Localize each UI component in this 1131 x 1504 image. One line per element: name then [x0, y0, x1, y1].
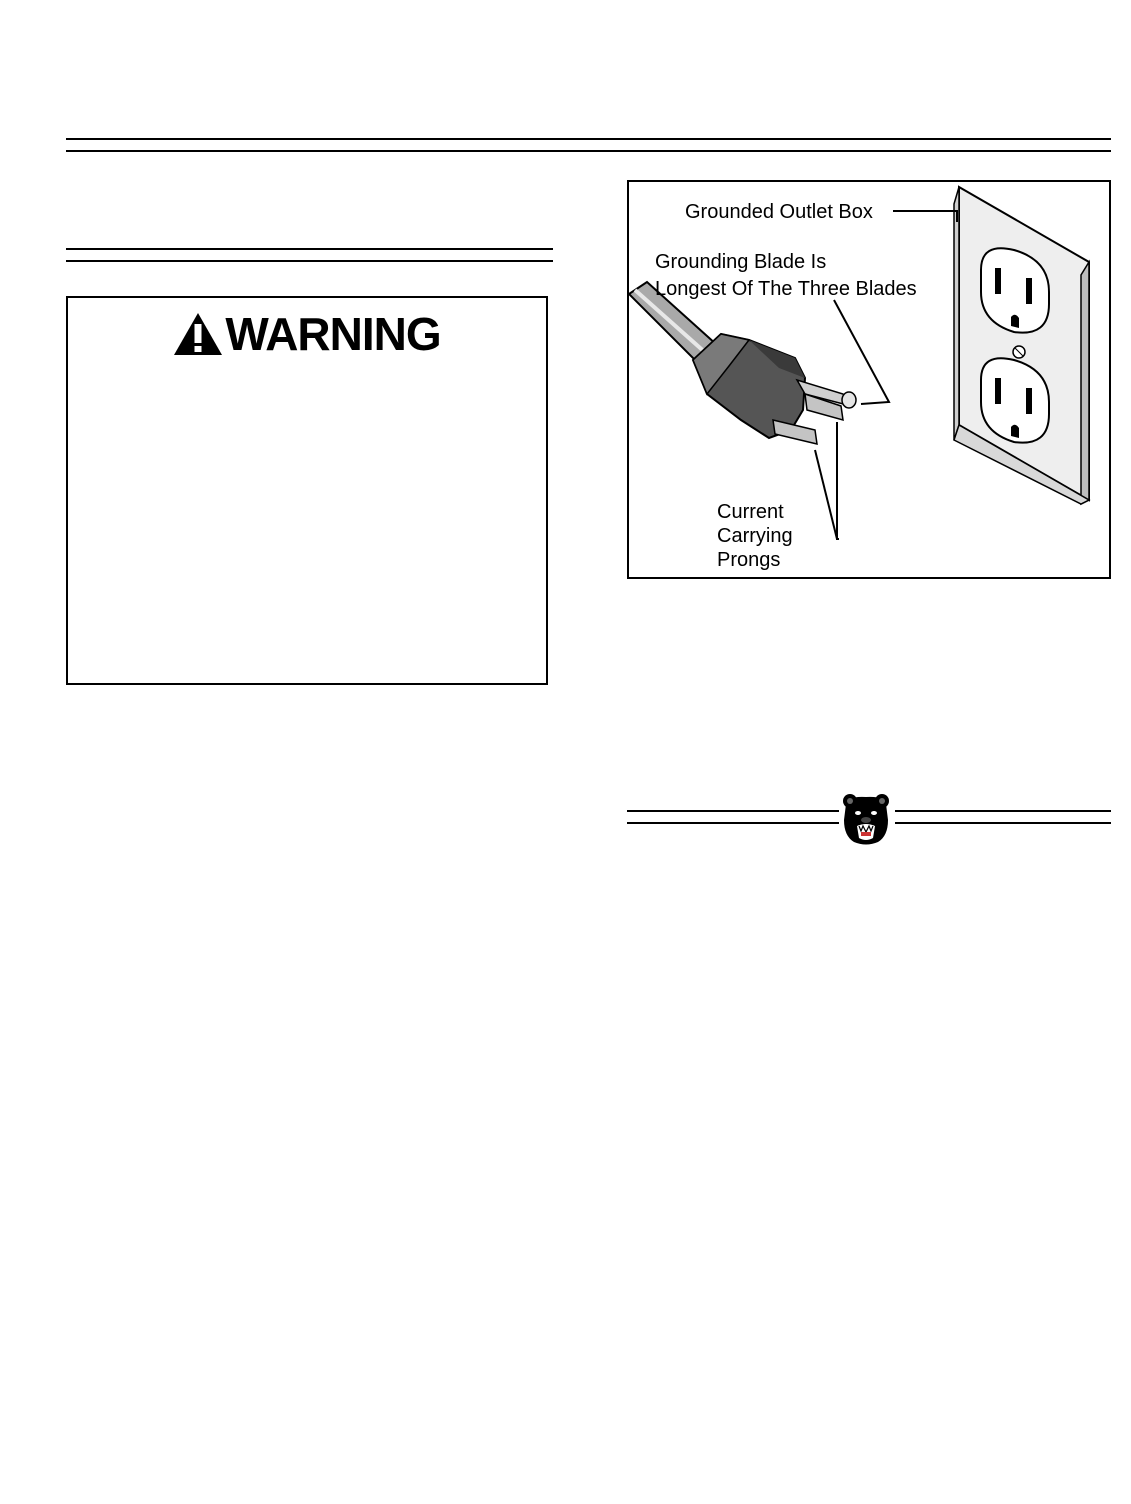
divider-left-thick: [627, 810, 839, 812]
warning-box: [66, 296, 548, 685]
warning-heading-text: WARNING: [225, 308, 441, 360]
bear-head-icon: [840, 792, 892, 846]
divider-right-thin: [895, 822, 1111, 824]
label-current-line1: Current: [717, 501, 784, 523]
label-current-line2: Carrying: [717, 525, 793, 547]
label-grounded-outlet-box: Grounded Outlet Box: [685, 201, 873, 223]
outlet-box: [954, 187, 1089, 504]
section-rule-thin: [66, 260, 553, 262]
section-rule-thick: [66, 248, 553, 250]
grounding-figure: [627, 180, 1111, 579]
label-grounding-blade-line2: Longest Of The Three Blades: [655, 278, 917, 300]
warning-heading: [68, 308, 546, 360]
divider-right-thick: [895, 810, 1111, 812]
label-grounding-blade-line1: Grounding Blade Is: [655, 251, 827, 273]
header-rule-thick: [66, 138, 1111, 140]
warning-triangle-icon: [173, 312, 223, 356]
plug: [693, 334, 856, 444]
plug-outlet-illustration: [629, 182, 1109, 577]
header-rule-thin: [66, 150, 1111, 152]
leader-lines: [815, 211, 957, 539]
divider-left-thin: [627, 822, 839, 824]
label-current-line3: Prongs: [717, 549, 781, 571]
